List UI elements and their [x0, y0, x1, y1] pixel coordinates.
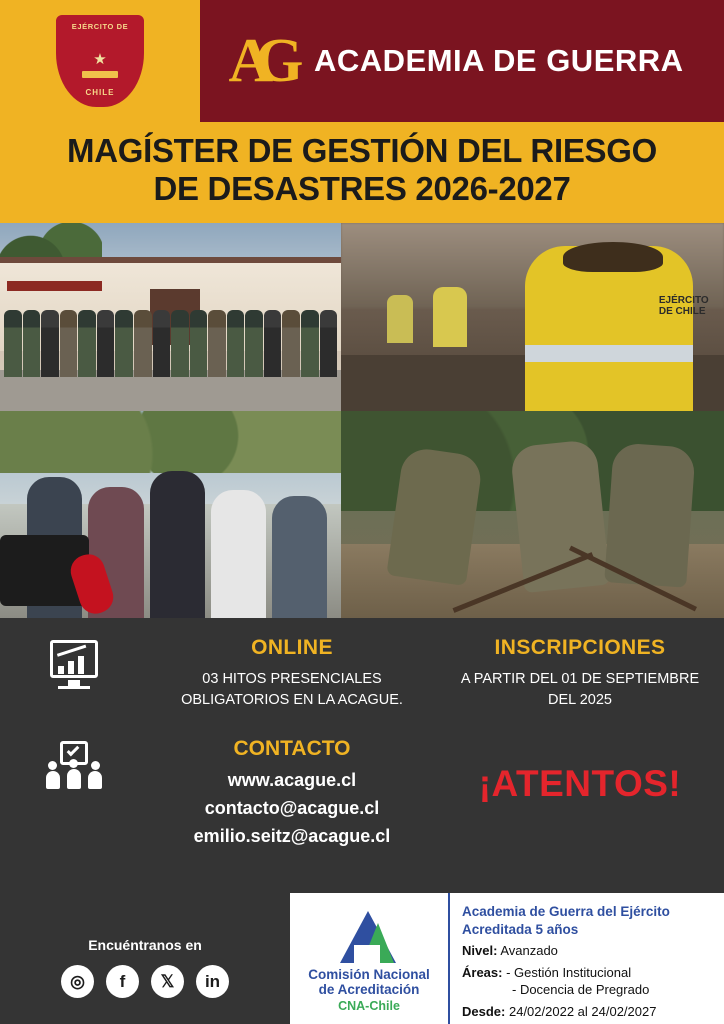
academia-monogram-icon: AG	[228, 26, 286, 95]
instagram-icon[interactable]: ◎	[61, 965, 94, 998]
people-check-icon	[0, 737, 148, 789]
crest-bottom-text: CHILE	[85, 88, 115, 97]
inscripciones-block	[436, 636, 724, 711]
alert-text: ¡ATENTOS!	[478, 763, 682, 805]
info-section	[0, 618, 724, 884]
desde-value: 24/02/2022 al 24/02/2027	[508, 1003, 657, 1019]
social-block	[0, 937, 290, 1024]
inscripciones-body: A PARTIR DEL 01 DE SEPTIEMBRE DEL 2025	[460, 671, 700, 709]
contacto-heading: CONTACTO	[233, 737, 351, 761]
facebook-icon[interactable]: f	[106, 965, 139, 998]
group-photo-academy-entrance	[0, 223, 341, 411]
contacto-block	[148, 737, 436, 851]
press-conference-photo	[0, 411, 341, 618]
desde-label: Desde:	[462, 1003, 506, 1019]
accreditation-title-2: Acreditada 5 años	[462, 921, 579, 937]
online-body: 03 HITOS PRESENCIALES OBLIGATORIOS EN LA ACAGUE.	[181, 671, 403, 709]
info-row-contacto	[0, 737, 724, 851]
linkedin-icon[interactable]: in	[196, 965, 229, 998]
nivel-value: Avanzado	[500, 943, 558, 959]
poster-header	[0, 0, 724, 122]
inscripciones-heading: INSCRIPCIONES	[494, 636, 666, 660]
crest-emblem	[78, 40, 122, 80]
areas-label: Áreas:	[462, 964, 503, 980]
contact-email-personal[interactable]: emilio.seitz@acague.cl	[193, 826, 391, 847]
brand-bar	[200, 0, 724, 122]
cna-org-line3: CNA-Chile	[338, 998, 400, 1013]
title-line-1: MAGÍSTER DE GESTIÓN DEL RIESGO	[67, 132, 657, 169]
photo-collage	[0, 223, 724, 618]
cna-org-line1: Comisión Nacional	[308, 966, 430, 982]
areas-value-1: - Gestión Institucional	[506, 964, 632, 980]
online-heading: ONLINE	[251, 636, 333, 660]
crest-top-text: EJÉRCITO DE	[71, 22, 129, 31]
brand-title: ACADEMIA DE GUERRA	[314, 43, 684, 78]
social-label: Encuéntranos en	[88, 937, 202, 953]
title-band	[0, 122, 724, 223]
poster-footer	[0, 884, 724, 1024]
accreditation-title-1: Academia de Guerra del Ejército	[462, 904, 670, 919]
accreditation-panel	[290, 893, 724, 1024]
firefighter-wildfire-photo: EJÉRCITO DE CHILE	[341, 223, 724, 411]
info-row-online	[0, 636, 724, 711]
crest-star-icon: ★	[93, 51, 107, 68]
monitor-chart-icon	[0, 636, 148, 690]
contact-website[interactable]: www.acague.cl	[227, 770, 357, 791]
crest-bar	[82, 71, 118, 78]
nivel-label: Nivel:	[462, 943, 498, 959]
accreditation-details	[450, 893, 724, 1024]
online-block	[148, 636, 436, 711]
title-line-2: DE DESASTRES 2026-2027	[153, 169, 571, 207]
areas-value-2: - Docencia de Pregrado	[512, 982, 650, 998]
soldiers-digging-photo	[341, 411, 724, 618]
x-twitter-icon[interactable]: 𝕏	[151, 965, 184, 998]
army-crest-icon	[48, 9, 152, 113]
crest-container	[0, 0, 200, 122]
contact-email-general[interactable]: contacto@acague.cl	[204, 798, 380, 819]
cna-chile-logo	[290, 893, 450, 1024]
cna-org-line2: de Acreditación	[318, 982, 420, 998]
